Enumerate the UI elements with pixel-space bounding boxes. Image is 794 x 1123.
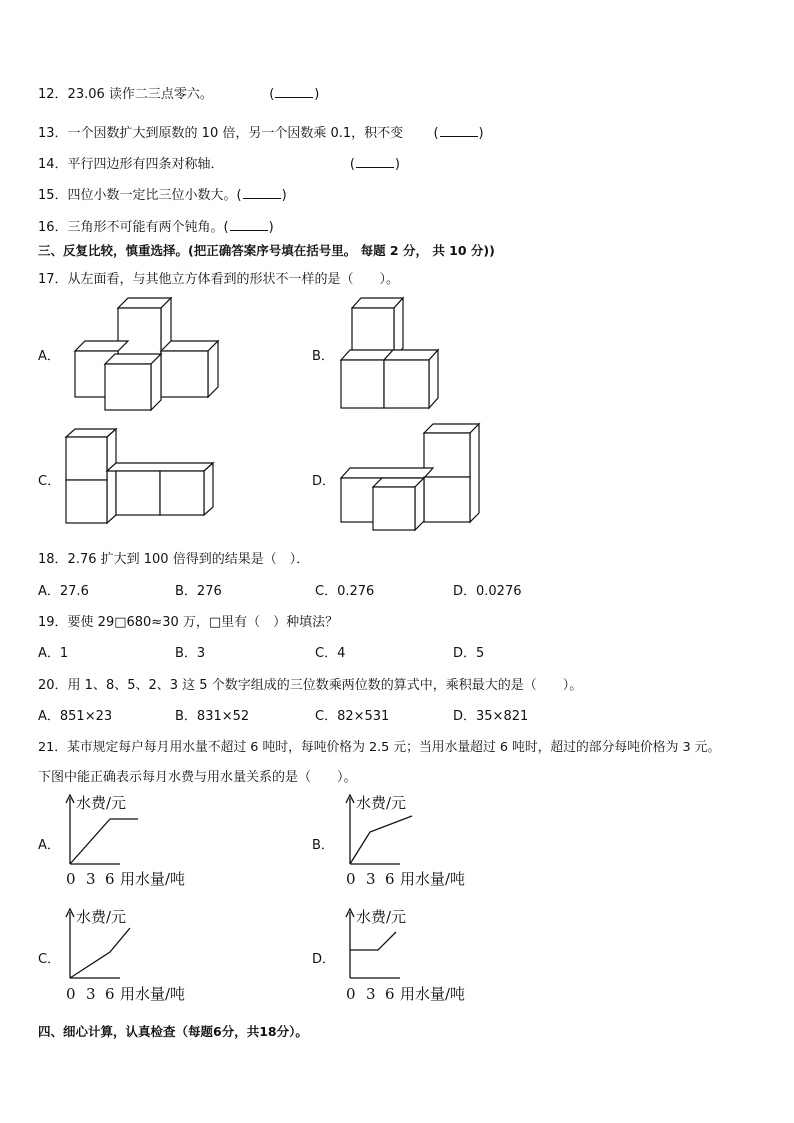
q21-graph-d-tick-6: 6	[385, 985, 395, 1003]
q14: 14．平行四边形有四条对称轴． ( )	[38, 157, 400, 172]
q21-graph-a-tick-6: 6	[105, 870, 115, 888]
q17-figure-c	[62, 425, 222, 530]
q21-label-d: D．	[312, 952, 336, 967]
q17-stem: 17．从左面看，与其他立方体看到的形状不一样的是（ ）。	[38, 272, 400, 287]
q17-label-a: A．	[38, 349, 60, 364]
q21-graph-b-tick-0: 0	[346, 870, 356, 888]
q17-figure-b	[335, 292, 455, 412]
q20-option-b[interactable]: B．831×52	[175, 709, 250, 724]
q18-option-a[interactable]: A．27.6	[38, 584, 89, 599]
q21-graph-d-y-label: 水费/元	[356, 908, 407, 926]
q19-option-c[interactable]: C．4	[315, 646, 346, 661]
q21-graph-a	[62, 792, 212, 888]
q21-graph-c-tick-0: 0	[66, 985, 76, 1003]
q21-label-c: C．	[38, 952, 61, 967]
q18-option-d[interactable]: D．0.0276	[453, 584, 522, 599]
q19-stem: 19．要使 29□680≈30 万，□里有（ ）种填法？	[38, 615, 339, 630]
section-4-title: 四、细心计算，认真检查（每题6分，共18分）。	[38, 1024, 308, 1039]
q12: 12．23.06 读作二三点零六。 ( )	[38, 87, 320, 102]
section-3-title: 三、反复比较，慎重选择。(把正确答案序号填在括号里。 每题 2 分， 共 10 分))	[38, 243, 495, 258]
answer-blank[interactable]	[440, 124, 478, 137]
q21-graph-a-y-label: 水费/元	[76, 794, 127, 812]
q15: 15．四位小数一定比三位小数大。( )	[38, 188, 287, 203]
q18-option-c[interactable]: C．0.276	[315, 584, 375, 599]
q21-graph-d-tick-0: 0	[346, 985, 356, 1003]
q21-graph-d	[342, 906, 492, 1006]
q21-label-a: A．	[38, 838, 60, 853]
q21-stem-line-2: 下图中能正确表示每月水费与用水量关系的是（ ）。	[38, 770, 357, 785]
q21-graph-b	[342, 792, 492, 888]
q21-graph-d-x-label: 用水量/吨	[400, 985, 466, 1003]
q13: 13．一个因数扩大到原数的 10 倍，另一个因数乘 0.1，积不变 ( )	[38, 126, 484, 141]
q18-option-b[interactable]: B．276	[175, 584, 222, 599]
q21-graph-c	[62, 906, 212, 1006]
q16: 16．三角形不可能有两个钝角。( )	[38, 220, 274, 235]
q21-graph-c-tick-3: 3	[86, 985, 96, 1003]
q20-option-c[interactable]: C．82×531	[315, 709, 390, 724]
q21-graph-b-tick-3: 3	[366, 870, 376, 888]
q18-stem: 18．2.76 扩大到 100 倍得到的结果是（ ）．	[38, 552, 310, 567]
q21-graph-a-tick-0: 0	[66, 870, 76, 888]
q17-label-b: B．	[312, 349, 334, 364]
q19-option-a[interactable]: A．1	[38, 646, 69, 661]
q21-label-b: B．	[312, 838, 334, 853]
q21-graph-d-tick-3: 3	[366, 985, 376, 1003]
answer-blank[interactable]	[356, 155, 394, 168]
q21-graph-a-x-label: 用水量/吨	[120, 870, 186, 888]
q20-stem: 20．用 1、8、5、2、3 这 5 个数字组成的三位数乘两位数的算式中，乘积最大的是（ ）。	[38, 678, 583, 693]
q17-label-d: D．	[312, 474, 336, 489]
q19-option-b[interactable]: B．3	[175, 646, 206, 661]
q21-graph-b-tick-6: 6	[385, 870, 395, 888]
answer-blank[interactable]	[275, 85, 313, 98]
q21-graph-c-x-label: 用水量/吨	[120, 985, 186, 1003]
q21-graph-b-x-label: 用水量/吨	[400, 870, 466, 888]
q21-graph-c-tick-6: 6	[105, 985, 115, 1003]
q20-option-a[interactable]: A．851×23	[38, 709, 113, 724]
q19-option-d[interactable]: D．5	[453, 646, 485, 661]
q17-figure-a	[60, 290, 230, 420]
answer-blank[interactable]	[243, 186, 281, 199]
q21-graph-a-tick-3: 3	[86, 870, 96, 888]
q17-label-c: C．	[38, 474, 61, 489]
q21-stem-line-1: 21．某市规定每户每月用水量不超过 6 吨时，每吨价格为 2.5 元；当用水量超过 6 吨时，超过的部分每吨价格为 3 元。	[38, 740, 721, 755]
q17-figure-d	[335, 420, 485, 535]
answer-blank[interactable]	[230, 218, 268, 231]
q20-option-d[interactable]: D．35×821	[453, 709, 529, 724]
q21-graph-c-y-label: 水费/元	[76, 908, 127, 926]
q21-graph-b-y-label: 水费/元	[356, 794, 407, 812]
